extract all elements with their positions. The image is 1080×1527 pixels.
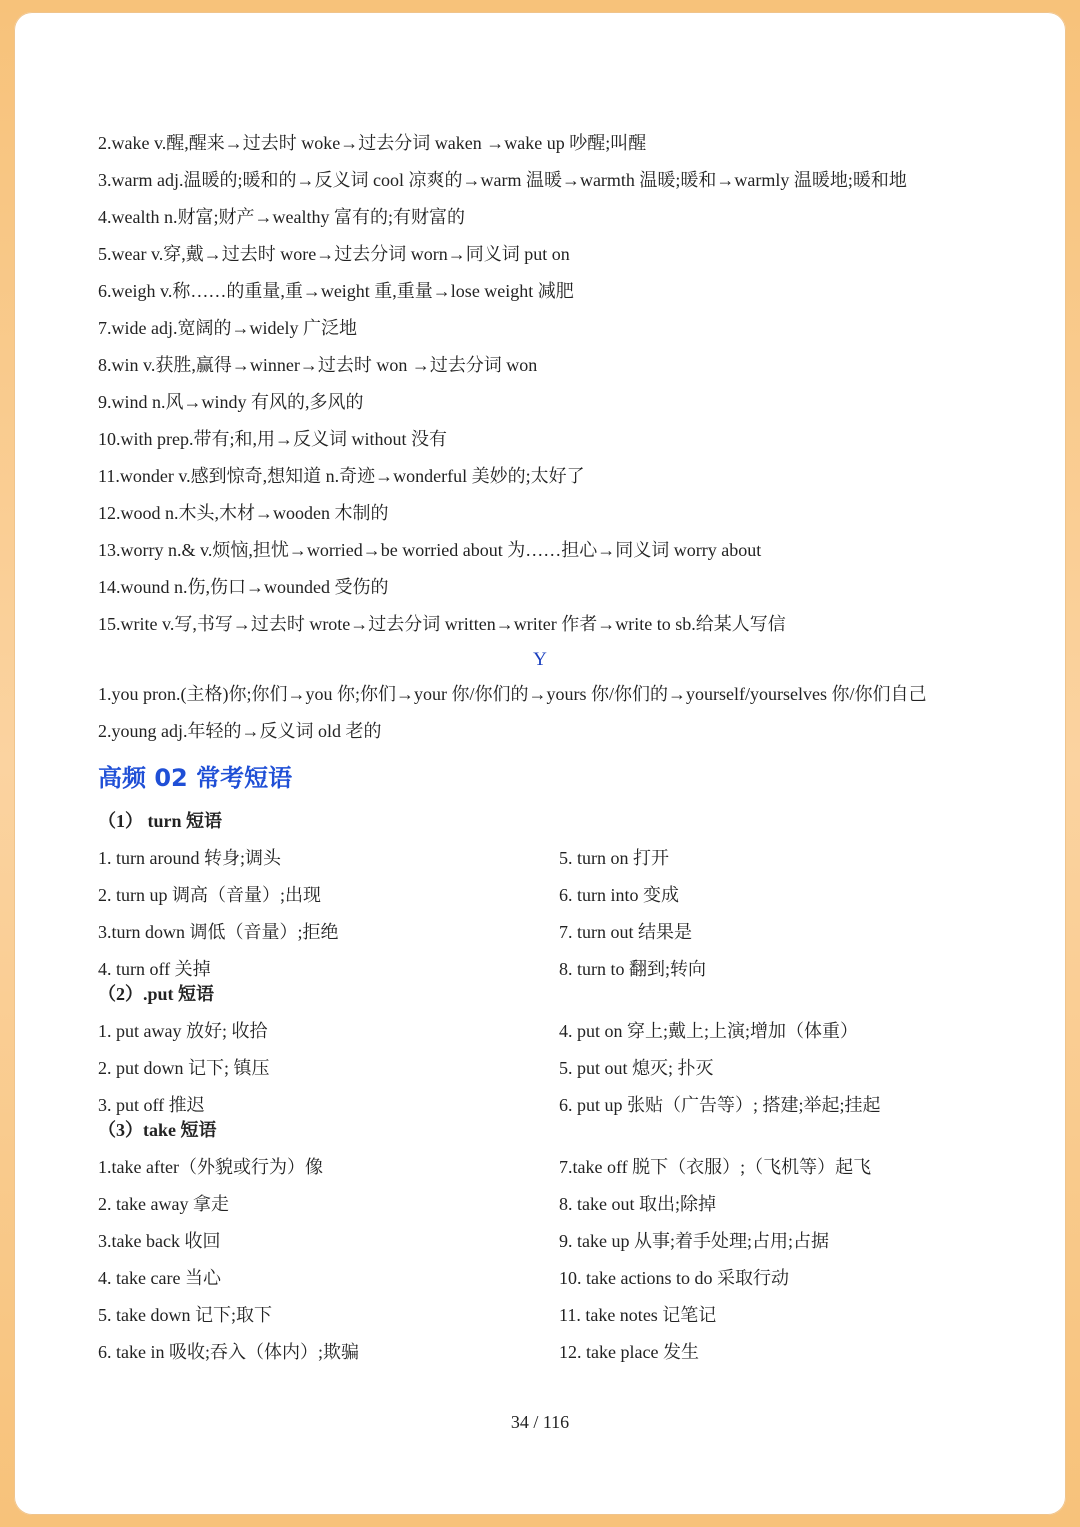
phrase-item: 8. turn to 翻到;转向 (559, 959, 706, 979)
phrase-item: 2. take away 拿走 (98, 1194, 229, 1214)
phrase-item: 12. take place 发生 (559, 1342, 699, 1362)
phrase-item: 11. take notes 记笔记 (559, 1305, 717, 1325)
w-entry: 7.wide adj.宽阔的→widely 广泛地 (98, 318, 357, 338)
phrase-item: 5. turn on 打开 (559, 848, 669, 868)
phrase-item: 3.take back 收回 (98, 1231, 221, 1251)
phrase-item: 7. turn out 结果是 (559, 922, 692, 942)
take-heading: （3）take 短语 (98, 1120, 217, 1140)
y-entry: 1.you pron.(主格)你;你们→you 你;你们→your 你/你们的→yours 你/你们的→yourself/yourselves 你/你们自己 (98, 684, 927, 704)
phrase-item: 2. put down 记下; 镇压 (98, 1058, 270, 1078)
phrase-item: 6. put up 张贴（广告等）; 搭建;举起;挂起 (559, 1095, 881, 1115)
letter-heading-y: Y (533, 649, 547, 670)
phrase-item: 10. take actions to do 采取行动 (559, 1268, 789, 1288)
phrase-item: 6. take in 吸收;吞入（体内）;欺骗 (98, 1342, 359, 1362)
phrase-item: 9. take up 从事;着手处理;占用;占据 (559, 1231, 829, 1251)
phrase-item: 8. take out 取出;除掉 (559, 1194, 716, 1214)
w-entry: 12.wood n.木头,木材→wooden 木制的 (98, 503, 389, 523)
w-entry: 3.warm adj.温暖的;暖和的→反义词 cool 凉爽的→warm 温暖→warmth 温暖;暖和→warmly 温暖地;暖和地 (98, 170, 907, 190)
w-entry: 4.wealth n.财富;财产→wealthy 富有的;有财富的 (98, 207, 465, 227)
phrase-item: 1.take after（外貌或行为）像 (98, 1157, 323, 1177)
phrase-item: 3. put off 推迟 (98, 1095, 205, 1115)
w-entry: 11.wonder v.感到惊奇,想知道 n.奇迹→wonderful 美妙的;太好了 (98, 466, 585, 486)
phrase-item: 1. put away 放好; 收拾 (98, 1021, 268, 1041)
w-entry: 2.wake v.醒,醒来→过去时 woke→过去分词 waken →wake up 吵醒;叫醒 (98, 133, 647, 153)
w-entry: 8.win v.获胜,赢得→winner→过去时 won →过去分词 won (98, 355, 538, 375)
w-entry: 5.wear v.穿,戴→过去时 wore→过去分词 worn→同义词 put on (98, 244, 570, 264)
w-entry: 13.worry n.& v.烦恼,担忧→worried→be worried about 为……担心→同义词 worry about (98, 540, 762, 560)
phrase-item: 6. turn into 变成 (559, 885, 679, 905)
section-heading: 高频 02 常考短语 (98, 764, 293, 792)
phrase-item: 5. take down 记下;取下 (98, 1305, 272, 1325)
w-entry: 10.with prep.带有;和,用→反义词 without 没有 (98, 429, 447, 449)
w-entry: 9.wind n.风→windy 有风的,多风的 (98, 392, 364, 412)
y-entry: 2.young adj.年轻的→反义词 old 老的 (98, 721, 382, 741)
w-entry: 15.write v.写,书写→过去时 wrote→过去分词 written→writer 作者→write to sb.给某人写信 (98, 614, 786, 634)
phrase-item: 4. turn off 关掉 (98, 959, 211, 979)
w-entry: 14.wound n.伤,伤口→wounded 受伤的 (98, 577, 389, 597)
page-number: 34 / 116 (510, 1412, 570, 1432)
turn-heading: （1） turn 短语 (98, 811, 223, 831)
phrase-item: 2. turn up 调高（音量）;出现 (98, 885, 321, 905)
phrase-item: 4. take care 当心 (98, 1268, 221, 1288)
phrase-item: 3.turn down 调低（音量）;拒绝 (98, 922, 339, 942)
phrase-item: 4. put on 穿上;戴上;上演;增加（体重） (559, 1021, 859, 1041)
put-heading: （2）.put 短语 (98, 984, 215, 1004)
phrase-item: 7.take off 脱下（衣服）;（飞机等）起飞 (559, 1157, 872, 1177)
w-entry: 6.weigh v.称……的重量,重→weight 重,重量→lose weight 减肥 (98, 281, 574, 301)
phrase-item: 1. turn around 转身;调头 (98, 848, 281, 868)
phrase-item: 5. put out 熄灭; 扑灭 (559, 1058, 714, 1078)
